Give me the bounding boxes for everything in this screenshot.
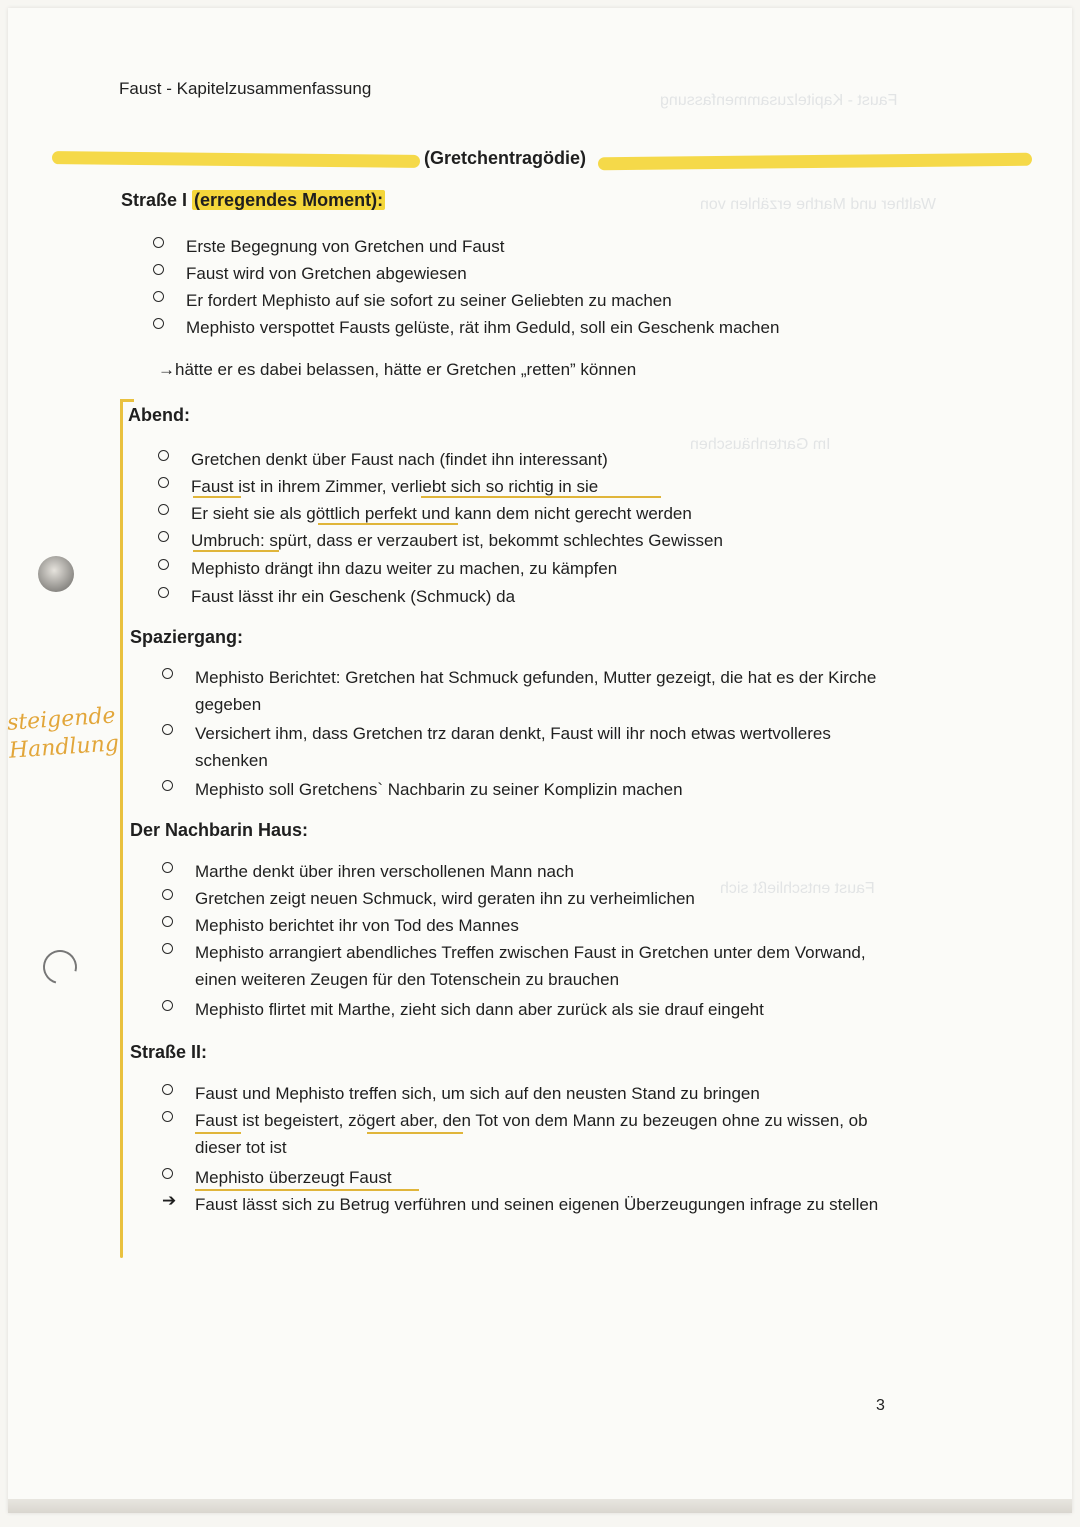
- bullet-circle-icon: [162, 1000, 173, 1011]
- bullet-circle-icon: [162, 780, 173, 791]
- bullet-circle-icon: [162, 1084, 173, 1095]
- bleed-through-text: Faust entschließt sich: [720, 880, 875, 897]
- scene-heading-spaziergang: Spaziergang:: [130, 627, 244, 647]
- underline-mark: [367, 1132, 463, 1134]
- bullet-circle-icon: [158, 450, 169, 461]
- bleed-through-text: Walther und Marthe erzählen von: [700, 196, 936, 213]
- bullet-circle-icon: [153, 237, 164, 248]
- page-bottom-edge: [8, 1499, 1072, 1513]
- underline-mark: [318, 523, 458, 525]
- bullet-circle-icon: [153, 291, 164, 302]
- bullet-circle-icon: [158, 559, 169, 570]
- scene-heading-text: Straße I: [121, 190, 188, 210]
- scene-heading-nachbarin-haus: Der Nachbarin Haus:: [130, 820, 309, 840]
- document-title: Faust - Kapitelzusammenfassung: [119, 79, 372, 98]
- page-number: 3: [876, 1397, 885, 1414]
- section-title: (Gretchentragödie): [424, 148, 587, 168]
- underline-mark: [193, 496, 241, 498]
- bullet-circle-icon: [153, 264, 164, 275]
- scene-heading-strasse-2: Straße II:: [130, 1042, 208, 1062]
- margin-bracket-line: [120, 400, 123, 1258]
- bullet-circle-icon: [162, 1168, 173, 1179]
- bullet-circle-icon: [162, 943, 173, 954]
- bullet-circle-icon: [158, 587, 169, 598]
- scene-heading-strasse-1: [121, 190, 385, 211]
- bullet-circle-icon: [153, 318, 164, 329]
- underline-mark: [193, 550, 279, 552]
- punch-hole: [38, 556, 74, 592]
- bleed-through-text: Im Gartenhäuschen: [690, 436, 831, 453]
- bullet-circle-icon: [162, 724, 173, 735]
- bullet-circle-icon: [158, 477, 169, 488]
- bullet-circle-icon: [162, 862, 173, 873]
- underline-mark: [195, 1132, 241, 1134]
- bullet-circle-icon: [162, 668, 173, 679]
- conclusion-line: Faust lässt sich zu Betrug verführen und seinen eigenen Überzeugungen infrage zu stellen: [195, 1195, 879, 1214]
- bleed-through-text: Faust - Kapitelzusammenfassung: [660, 92, 898, 109]
- conclusion-line: →hätte er es dabei belassen, hätte er Gretchen „retten” können: [158, 360, 637, 379]
- bullet-circle-icon: [158, 531, 169, 542]
- bullet-circle-icon: [158, 504, 169, 515]
- conclusion-arrow-icon: ➔: [162, 1191, 177, 1210]
- bullet-circle-icon: [162, 1111, 173, 1122]
- bullet-circle-icon: [162, 916, 173, 927]
- bullet-circle-icon: [162, 889, 173, 900]
- underline-mark: [421, 496, 661, 498]
- highlighted-note: (erregendes Moment):: [194, 190, 384, 210]
- scene-heading-abend: Abend:: [128, 405, 190, 425]
- handwritten-margin-note: steigende Handlung: [6, 703, 120, 764]
